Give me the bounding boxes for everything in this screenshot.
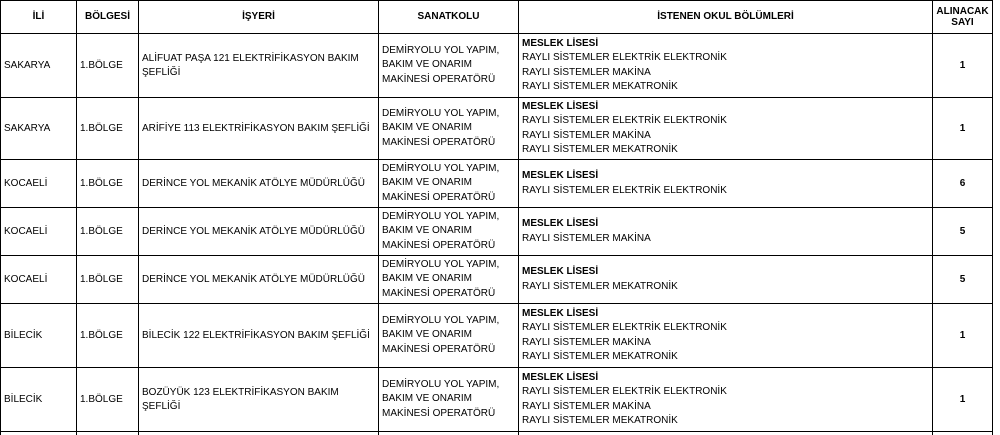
- okul-title: MESLEK LİSESİ: [522, 218, 599, 229]
- cell-okul: [519, 160, 933, 208]
- cell-isyeri: [139, 160, 379, 208]
- cell-okul: [519, 304, 933, 368]
- okul-line: RAYLI SİSTEMLER MEKATRONİK: [522, 144, 678, 155]
- header-isyeri: İŞYERİ: [139, 1, 379, 34]
- isyeri-line: DERİNCE YOL MEKANİK ATÖLYE MÜDÜRLÜĞÜ: [142, 273, 366, 285]
- header-bolge: BÖLGESİ: [77, 1, 139, 34]
- okul-title: MESLEK LİSESİ: [522, 100, 599, 112]
- okul-line: RAYLI SİSTEMLER ELEKTRİK ELEKTRONİK: [522, 184, 727, 196]
- cell-il: SAKARYA: [1, 98, 77, 160]
- sanatkolu-line: BAKIM VE ONARIM: [382, 225, 473, 237]
- cell-isyeri: [139, 98, 379, 160]
- cell-bolge: 1.BÖLGE: [77, 160, 139, 208]
- sanatkolu-line: BAKIM VE ONARIM: [382, 273, 473, 285]
- cell-bolge: 1.BÖLGE: [77, 98, 139, 160]
- cell-isyeri: [139, 368, 379, 432]
- cell-sanatkolu: [379, 98, 519, 160]
- cell-sayi: 1: [933, 304, 993, 368]
- cell-bolge: 1.BÖLGE: [77, 368, 139, 432]
- cell-okul: [519, 256, 933, 304]
- okul-line: RAYLI SİSTEMLER MAKİNA: [522, 400, 651, 412]
- sanatkolu-line: MAKİNESİ OPERATÖRÜ: [382, 287, 496, 299]
- cell-okul: [519, 34, 933, 98]
- cell-sanatkolu: [379, 208, 519, 256]
- cell-isyeri: [139, 304, 379, 368]
- sanatkolu-line: BAKIM VE ONARIM: [382, 393, 473, 405]
- cell-sayi: 5: [933, 256, 993, 304]
- sanatkolu-line: BAKIM VE ONARIM: [382, 59, 473, 71]
- isyeri-line: ŞEFLİĞİ: [142, 66, 181, 78]
- okul-line: RAYLI SİSTEMLER ELEKTRİK ELEKTRONİK: [522, 322, 727, 333]
- okul-line: RAYLI SİSTEMLER MAKİNA: [522, 232, 651, 244]
- header-alinacak-line2: SAYI: [951, 17, 974, 28]
- okul-title: MESLEK LİSESİ: [522, 266, 599, 277]
- cell-il: SAKARYA: [1, 34, 77, 98]
- cell-isyeri: [139, 208, 379, 256]
- okul-line: RAYLI SİSTEMLER MAKİNA: [522, 66, 651, 78]
- sanatkolu-line: DEMİRYOLU YOL YAPIM,: [382, 162, 500, 174]
- table-row: [1, 368, 993, 432]
- table-row: [1, 304, 993, 368]
- sanatkolu-line: BAKIM VE ONARIM: [382, 177, 473, 189]
- sanatkolu-line: BAKIM VE ONARIM: [382, 122, 473, 134]
- isyeri-line: BOZÜYÜK 123 ELEKTRİFİKASYON BAKIM ŞEFLİĞİ: [142, 386, 339, 412]
- header-alinacak: [933, 1, 993, 34]
- table-row: [1, 256, 993, 304]
- sanatkolu-line: BAKIM VE ONARIM: [382, 329, 473, 341]
- isyeri-line: ALİFUAT PAŞA 121 ELEKTRİFİKASYON BAKIM: [142, 52, 359, 64]
- okul-title: MESLEK LİSESİ: [522, 170, 599, 181]
- cell-isyeri: [139, 34, 379, 98]
- okul-line: RAYLI SİSTEMLER ELEKTRİK ELEKTRONİK: [522, 115, 727, 126]
- sanatkolu-line: DEMİRYOLU YOL YAPIM,: [382, 258, 500, 270]
- cell-il: KOCAELİ: [1, 256, 77, 304]
- cell-bolge: 1.BÖLGE: [77, 256, 139, 304]
- cell-sanatkolu: [379, 34, 519, 98]
- okul-line: RAYLI SİSTEMLER MAKİNA: [522, 336, 651, 348]
- okul-line: RAYLI SİSTEMLER MAKİNA: [522, 129, 651, 141]
- cell-bolge: 1.BÖLGE: [77, 304, 139, 368]
- cell-sanatkolu: [379, 368, 519, 432]
- isyeri-line: DERİNCE YOL MEKANİK ATÖLYE MÜDÜRLÜĞÜ: [142, 225, 366, 237]
- sanatkolu-line: DEMİRYOLU YOL YAPIM,: [382, 378, 500, 390]
- cell-okul: [519, 98, 933, 160]
- okul-line: RAYLI SİSTEMLER ELEKTRİK ELEKTRONİK: [522, 52, 727, 63]
- cell-sanatkolu: [379, 256, 519, 304]
- isyeri-line: DERİNCE YOL MEKANİK ATÖLYE MÜDÜRLÜĞÜ: [142, 177, 366, 189]
- table-row: [1, 34, 993, 98]
- okul-line: RAYLI SİSTEMLER MEKATRONİK: [522, 81, 678, 92]
- cell-il: KOCAELİ: [1, 160, 77, 208]
- sanatkolu-line: MAKİNESİ OPERATÖRÜ: [382, 407, 496, 419]
- cell-sayi: 1: [933, 34, 993, 98]
- okul-title: MESLEK LİSESİ: [522, 307, 599, 319]
- okul-line: RAYLI SİSTEMLER MEKATRONİK: [522, 280, 678, 292]
- cell-il: BİLECİK: [1, 304, 77, 368]
- sanatkolu-line: MAKİNESİ OPERATÖRÜ: [382, 343, 496, 355]
- okul-title: MESLEK LİSESİ: [522, 37, 599, 49]
- cell-sayi: 1: [933, 368, 993, 432]
- cell-sayi: 5: [933, 208, 993, 256]
- cell-il: BİLECİK: [1, 368, 77, 432]
- header-okul: İSTENEN OKUL BÖLÜMLERİ: [519, 1, 933, 34]
- isyeri-line: BİLECİK 122 ELEKTRİFİKASYON BAKIM ŞEFLİĞİ: [142, 329, 370, 341]
- cell-bolge: 1.BÖLGE: [77, 208, 139, 256]
- table-row: [1, 160, 993, 208]
- cell-sayi: 1: [933, 98, 993, 160]
- sanatkolu-line: DEMİRYOLU YOL YAPIM,: [382, 107, 500, 119]
- cell-il: KOCAELİ: [1, 208, 77, 256]
- okul-line: RAYLI SİSTEMLER MEKATRONİK: [522, 415, 678, 426]
- cell-okul: [519, 368, 933, 432]
- isyeri-line: ARİFİYE 113 ELEKTRİFİKASYON BAKIM ŞEFLİĞİ: [142, 122, 370, 134]
- header-alinacak-line1: ALINACAK: [936, 6, 989, 17]
- okul-line: RAYLI SİSTEMLER MEKATRONİK: [522, 351, 678, 362]
- cell-sanatkolu: [379, 160, 519, 208]
- header-sanatkolu: SANATKOLU: [379, 1, 519, 34]
- sanatkolu-line: DEMİRYOLU YOL YAPIM,: [382, 314, 500, 326]
- sanatkolu-line: MAKİNESİ OPERATÖRÜ: [382, 136, 496, 148]
- okul-line: RAYLI SİSTEMLER ELEKTRİK ELEKTRONİK: [522, 386, 727, 397]
- sanatkolu-line: MAKİNESİ OPERATÖRÜ: [382, 73, 496, 85]
- table-row: [1, 98, 993, 160]
- table-header-row: [1, 1, 993, 34]
- cell-sanatkolu: [379, 304, 519, 368]
- sanatkolu-line: MAKİNESİ OPERATÖRÜ: [382, 191, 496, 203]
- header-il: İLİ: [1, 1, 77, 34]
- table-row: [1, 208, 993, 256]
- sanatkolu-line: MAKİNESİ OPERATÖRÜ: [382, 239, 496, 251]
- cell-okul: [519, 208, 933, 256]
- cell-sayi: 6: [933, 160, 993, 208]
- sanatkolu-line: DEMİRYOLU YOL YAPIM,: [382, 210, 500, 222]
- okul-title: MESLEK LİSESİ: [522, 371, 599, 383]
- sanatkolu-line: DEMİRYOLU YOL YAPIM,: [382, 44, 500, 56]
- cell-isyeri: [139, 256, 379, 304]
- cell-bolge: 1.BÖLGE: [77, 34, 139, 98]
